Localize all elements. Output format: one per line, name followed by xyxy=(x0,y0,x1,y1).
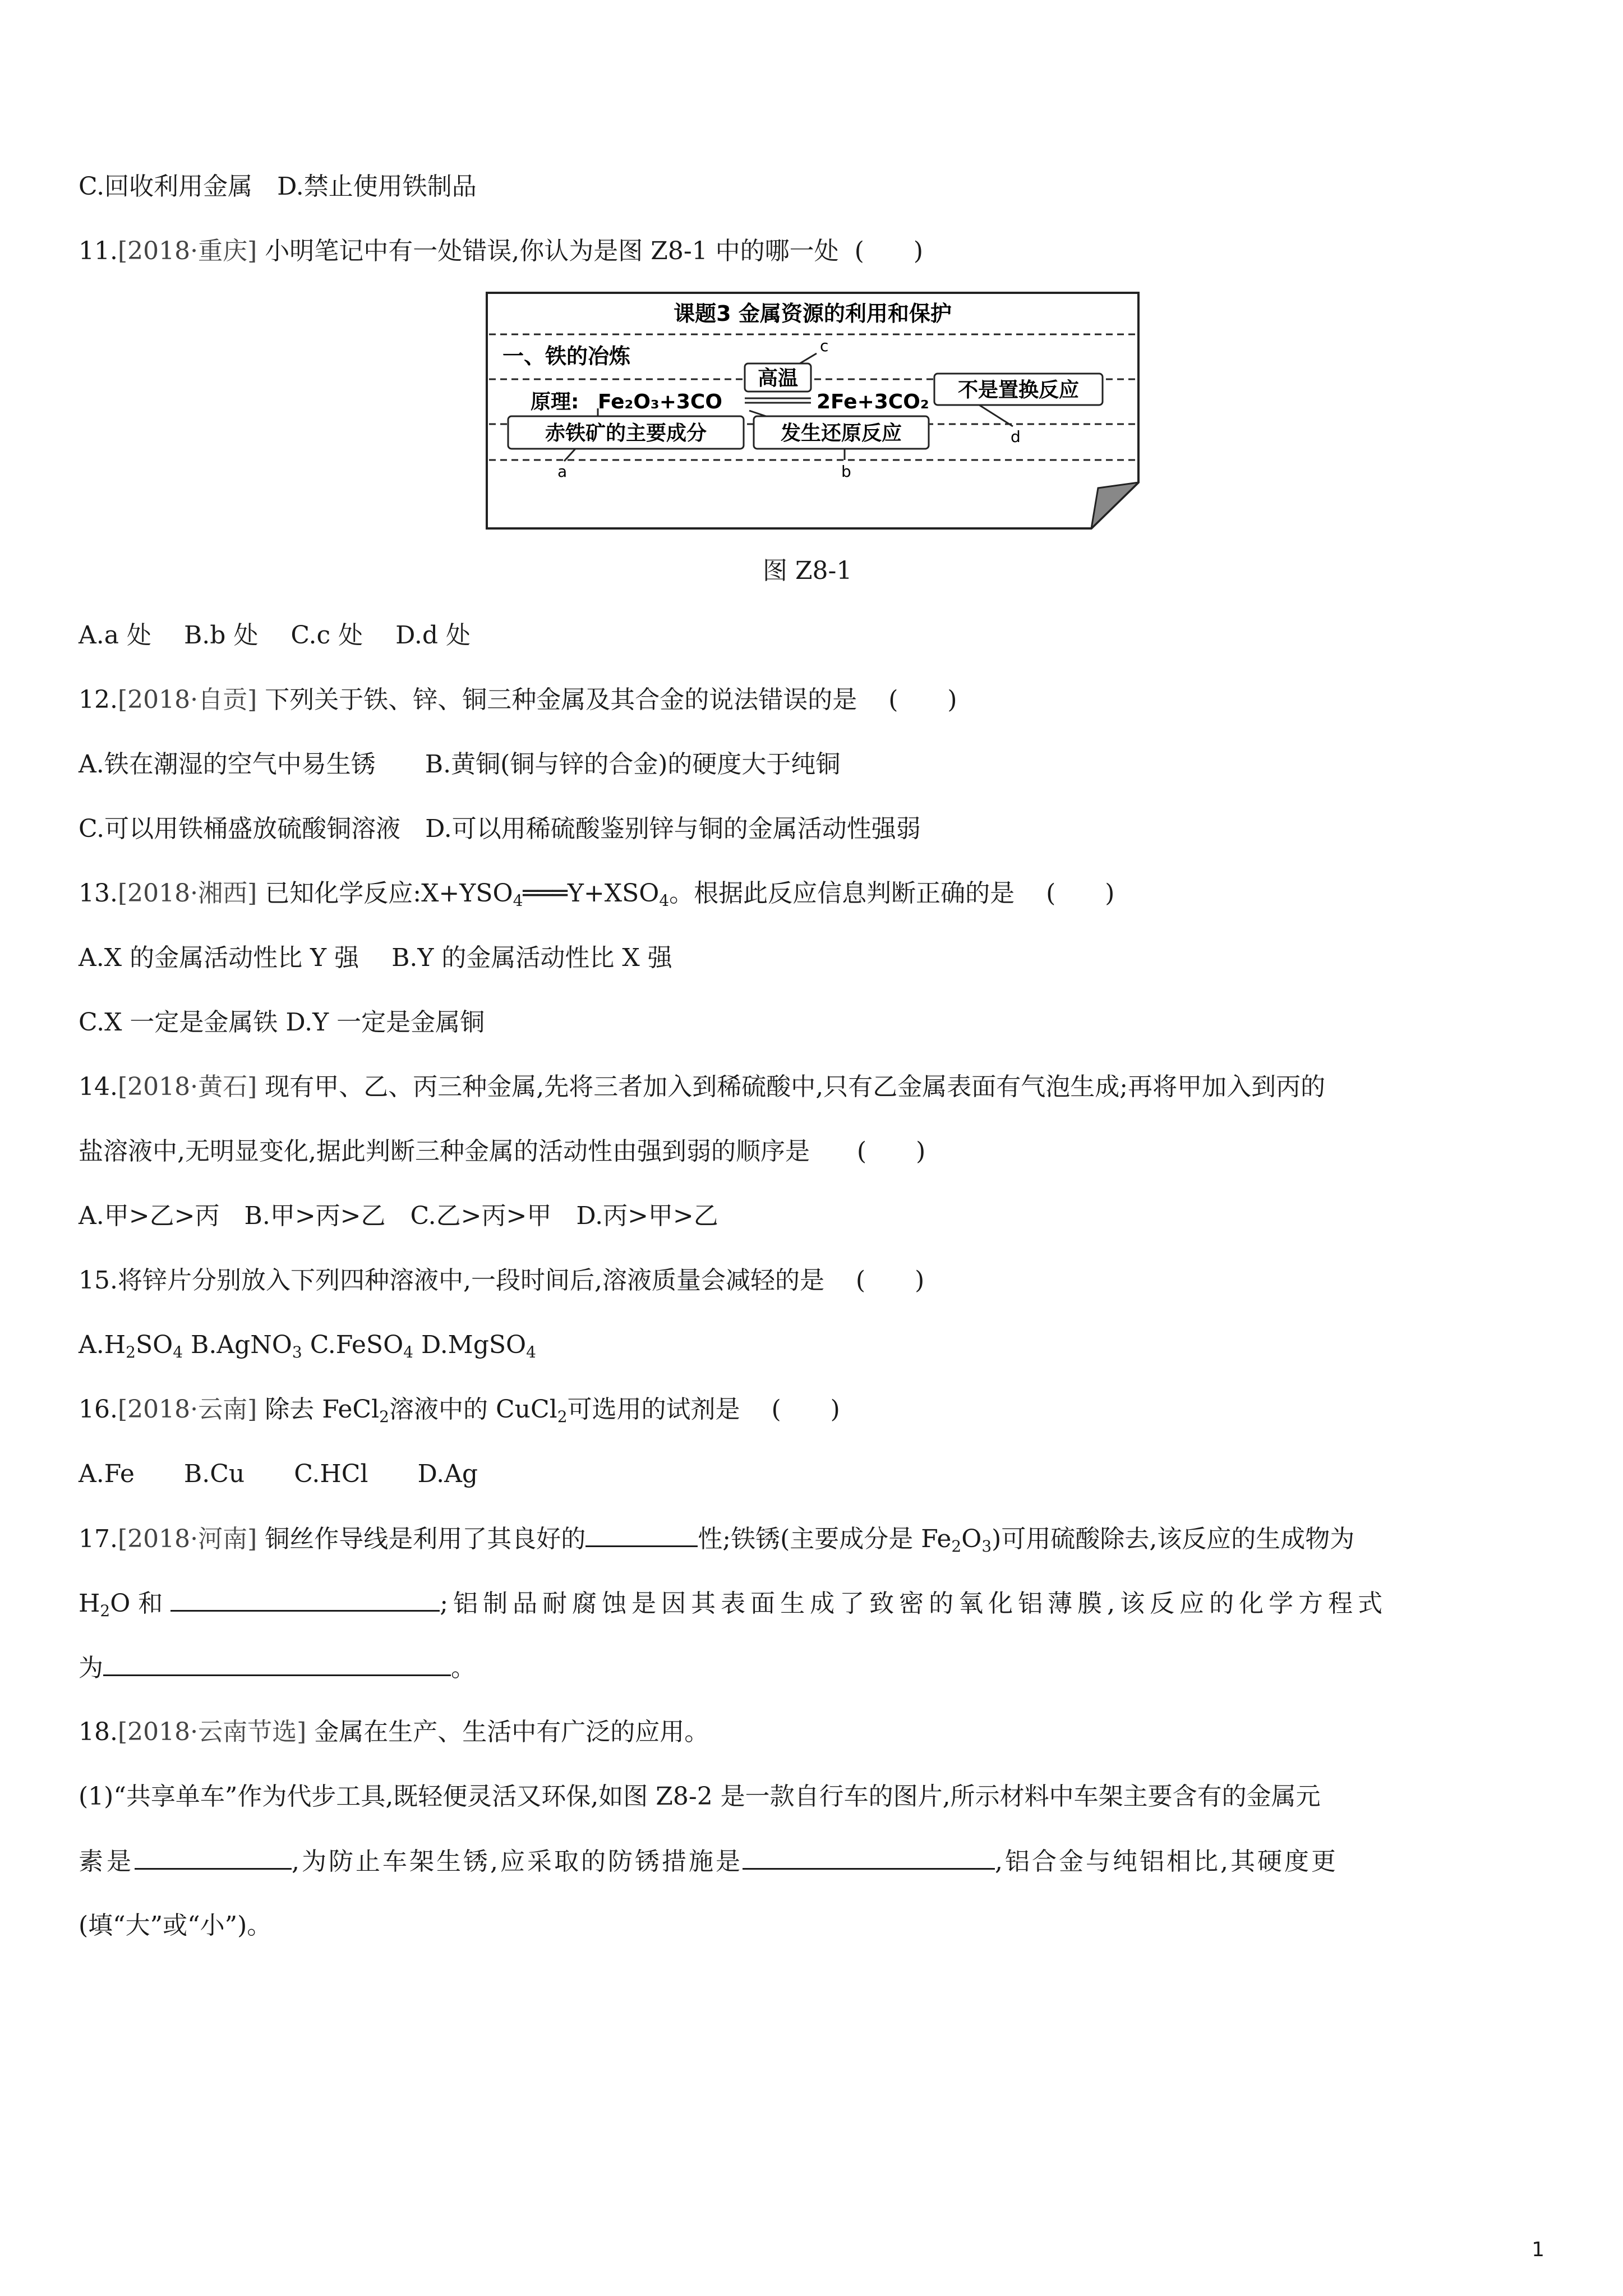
question-number: 17. xyxy=(79,1525,118,1553)
figure-caption: 图 Z8-1 xyxy=(763,556,852,585)
answer-paren: ( ) xyxy=(855,1266,925,1295)
question-source: [2018·湘西] xyxy=(117,879,257,908)
question-18 xyxy=(79,1717,709,1748)
question-text: 溶液中的 CuCl xyxy=(389,1395,557,1424)
question-13 xyxy=(79,878,1114,909)
subscript: 4 xyxy=(513,891,523,910)
label-c: c xyxy=(820,337,829,355)
answer-paren: ( ) xyxy=(856,1137,926,1166)
label-b: b xyxy=(841,462,851,481)
question-text: 可选用的试剂是 xyxy=(567,1395,740,1424)
subscript: 2 xyxy=(951,1537,962,1556)
question-17 xyxy=(79,1523,1354,1555)
subscript: 3 xyxy=(981,1537,992,1556)
subscript: 2 xyxy=(557,1407,568,1426)
question-14-cont xyxy=(79,1136,925,1167)
option-d: D.MgSO xyxy=(421,1331,527,1359)
answer-blank[interactable] xyxy=(743,1846,995,1870)
question-text: 将锌片分别放入下列四种溶液中,一段时间后,溶液质量会减轻的是 xyxy=(117,1266,824,1295)
answer-blank[interactable] xyxy=(585,1523,698,1547)
question-text: 为 xyxy=(79,1654,103,1682)
question-text: 金属在生产、生活中有广泛的应用。 xyxy=(314,1718,709,1746)
equation-left: 已知化学反应:X+YSO xyxy=(265,879,513,908)
note-d: 不是置换反应 xyxy=(957,379,1080,402)
question-11 xyxy=(79,236,923,267)
question-source: [2018·云南] xyxy=(117,1395,257,1424)
q16-options: A.Fe B.Cu C.HCl D.Ag xyxy=(79,1460,478,1488)
question-source: [2018·黄石] xyxy=(117,1073,257,1101)
note-title: 课题3 金属资源的利用和保护 xyxy=(674,301,952,326)
question-text: O xyxy=(961,1525,982,1553)
equals-sign: ═══ xyxy=(523,879,568,908)
note-a: 赤铁矿的主要成分 xyxy=(545,422,707,445)
question-text: O 和 xyxy=(110,1589,163,1618)
question-18-1-line2 xyxy=(79,1846,1338,1878)
question-text: ,铝合金与纯铝相比,其硬度更 xyxy=(994,1847,1338,1876)
question-text: )可用硫酸除去,该反应的生成物为 xyxy=(992,1525,1355,1553)
subscript: 4 xyxy=(173,1343,183,1361)
question-text: 铜丝作导线是利用了其良好的 xyxy=(265,1525,586,1553)
subscript: 4 xyxy=(403,1343,413,1361)
question-text: 小明笔记中有一处错误,你认为是图 Z8-1 中的哪一处 xyxy=(265,237,839,265)
label-a: a xyxy=(557,462,568,481)
question-source: [2018·云南节选] xyxy=(117,1718,307,1746)
question-number: 13. xyxy=(79,879,118,908)
note-section: 一、铁的冶炼 xyxy=(502,344,631,369)
question-14 xyxy=(79,1071,1325,1103)
question-source: [2018·自贡] xyxy=(117,685,257,714)
answer-paren: ( ) xyxy=(854,237,923,265)
answer-paren: ( ) xyxy=(771,1395,840,1424)
answer-blank[interactable] xyxy=(135,1846,292,1870)
reaction-condition: 高温 xyxy=(757,367,799,390)
subscript: 4 xyxy=(526,1343,536,1361)
option-b: B.AgNO xyxy=(191,1331,292,1359)
option-a: A.H xyxy=(79,1331,126,1359)
question-12 xyxy=(79,684,957,716)
figure-z8-1 xyxy=(486,292,1140,530)
question-source: [2018·重庆] xyxy=(117,237,257,265)
subscript: 2 xyxy=(126,1343,136,1361)
question-number: 14. xyxy=(79,1073,118,1101)
question-number: 16. xyxy=(79,1395,118,1424)
question-15 xyxy=(79,1265,924,1296)
question-text: 下列关于铁、锌、铜三种金属及其合金的说法错误的是 xyxy=(265,685,857,714)
question-text: 除去 FeCl xyxy=(265,1395,380,1424)
principle-prefix: 原理: xyxy=(531,390,579,413)
subscript: 4 xyxy=(659,891,670,910)
label-d: d xyxy=(1011,427,1021,446)
answer-paren: ( ) xyxy=(888,685,957,714)
curled-corner xyxy=(1091,482,1138,528)
question-text: ,为防止车架生锈,应采取的防锈措施是 xyxy=(292,1847,743,1876)
subscript: 3 xyxy=(292,1343,302,1361)
q15-options xyxy=(79,1329,536,1361)
question-17-line2 xyxy=(79,1588,1387,1619)
q11-options: A.a 处 B.b 处 C.c 处 D.d 处 xyxy=(79,621,471,650)
q10-options: C.回收利用金属 D.禁止使用铁制品 xyxy=(79,172,477,201)
question-number: 11. xyxy=(79,237,118,265)
question-18-1-line3: (填“大”或“小”)。 xyxy=(79,1911,272,1940)
principle-products: 2Fe+3CO₂ xyxy=(817,390,929,413)
question-text: 现有甲、乙、丙三种金属,先将三者加入到稀硫酸中,只有乙金属表面有气泡生成;再将甲加入到丙的 xyxy=(265,1073,1326,1101)
question-text: 性;铁锈(主要成分是 Fe xyxy=(698,1525,952,1553)
option-c: C.FeSO xyxy=(310,1331,404,1359)
question-text: 盐溶液中,无明显变化,据此判断三种金属的活动性由强到弱的顺序是 xyxy=(79,1137,810,1166)
answer-paren: ( ) xyxy=(1046,879,1115,908)
formula-part: H xyxy=(79,1589,100,1618)
question-text: 。根据此反应信息判断正确的是 xyxy=(669,879,1015,908)
q13-options-1: A.X 的金属活动性比 Y 强 B.Y 的金属活动性比 X 强 xyxy=(79,944,672,972)
page-number: 1 xyxy=(1532,2238,1544,2261)
subscript: 2 xyxy=(379,1407,389,1426)
answer-blank[interactable] xyxy=(103,1652,451,1676)
option-a-rest: SO xyxy=(135,1331,173,1359)
note-b: 发生还原反应 xyxy=(780,422,902,445)
subscript: 2 xyxy=(100,1602,110,1620)
question-number: 15. xyxy=(79,1266,118,1295)
question-number: 12. xyxy=(79,685,118,714)
q13-options-2: C.X 一定是金属铁 D.Y 一定是金属铜 xyxy=(79,1008,485,1037)
question-text: ;铝制品耐腐蚀是因其表面生成了致密的氧化铝薄膜,该反应的化学方程式 xyxy=(440,1589,1388,1618)
question-text: 。 xyxy=(451,1654,476,1682)
question-number: 18. xyxy=(79,1718,118,1746)
equation-right: Y+XSO xyxy=(567,879,660,908)
question-text: 素是 xyxy=(79,1847,135,1876)
question-16 xyxy=(79,1394,840,1425)
question-17-line3 xyxy=(79,1652,476,1684)
question-18-1: (1)“共享单车”作为代步工具,既轻便灵活又环保,如图 Z8-2 是一款自行车的图片,所示材料中车架主要含有的金属元 xyxy=(79,1782,1321,1811)
principle-reactants: Fe₂O₃+3CO xyxy=(598,390,722,413)
q14-options: A.甲>乙>丙 B.甲>丙>乙 C.乙>丙>甲 D.丙>甲>乙 xyxy=(79,1202,718,1230)
q12-options-1: A.铁在潮湿的空气中易生锈 B.黄铜(铜与锌的合金)的硬度大于纯铜 xyxy=(79,750,841,779)
question-source: [2018·河南] xyxy=(117,1525,257,1553)
answer-blank[interactable] xyxy=(170,1588,440,1612)
note-paper xyxy=(487,293,1138,528)
q12-options-2: C.可以用铁桶盛放硫酸铜溶液 D.可以用稀硫酸鉴别锌与铜的金属活动性强弱 xyxy=(79,815,921,843)
